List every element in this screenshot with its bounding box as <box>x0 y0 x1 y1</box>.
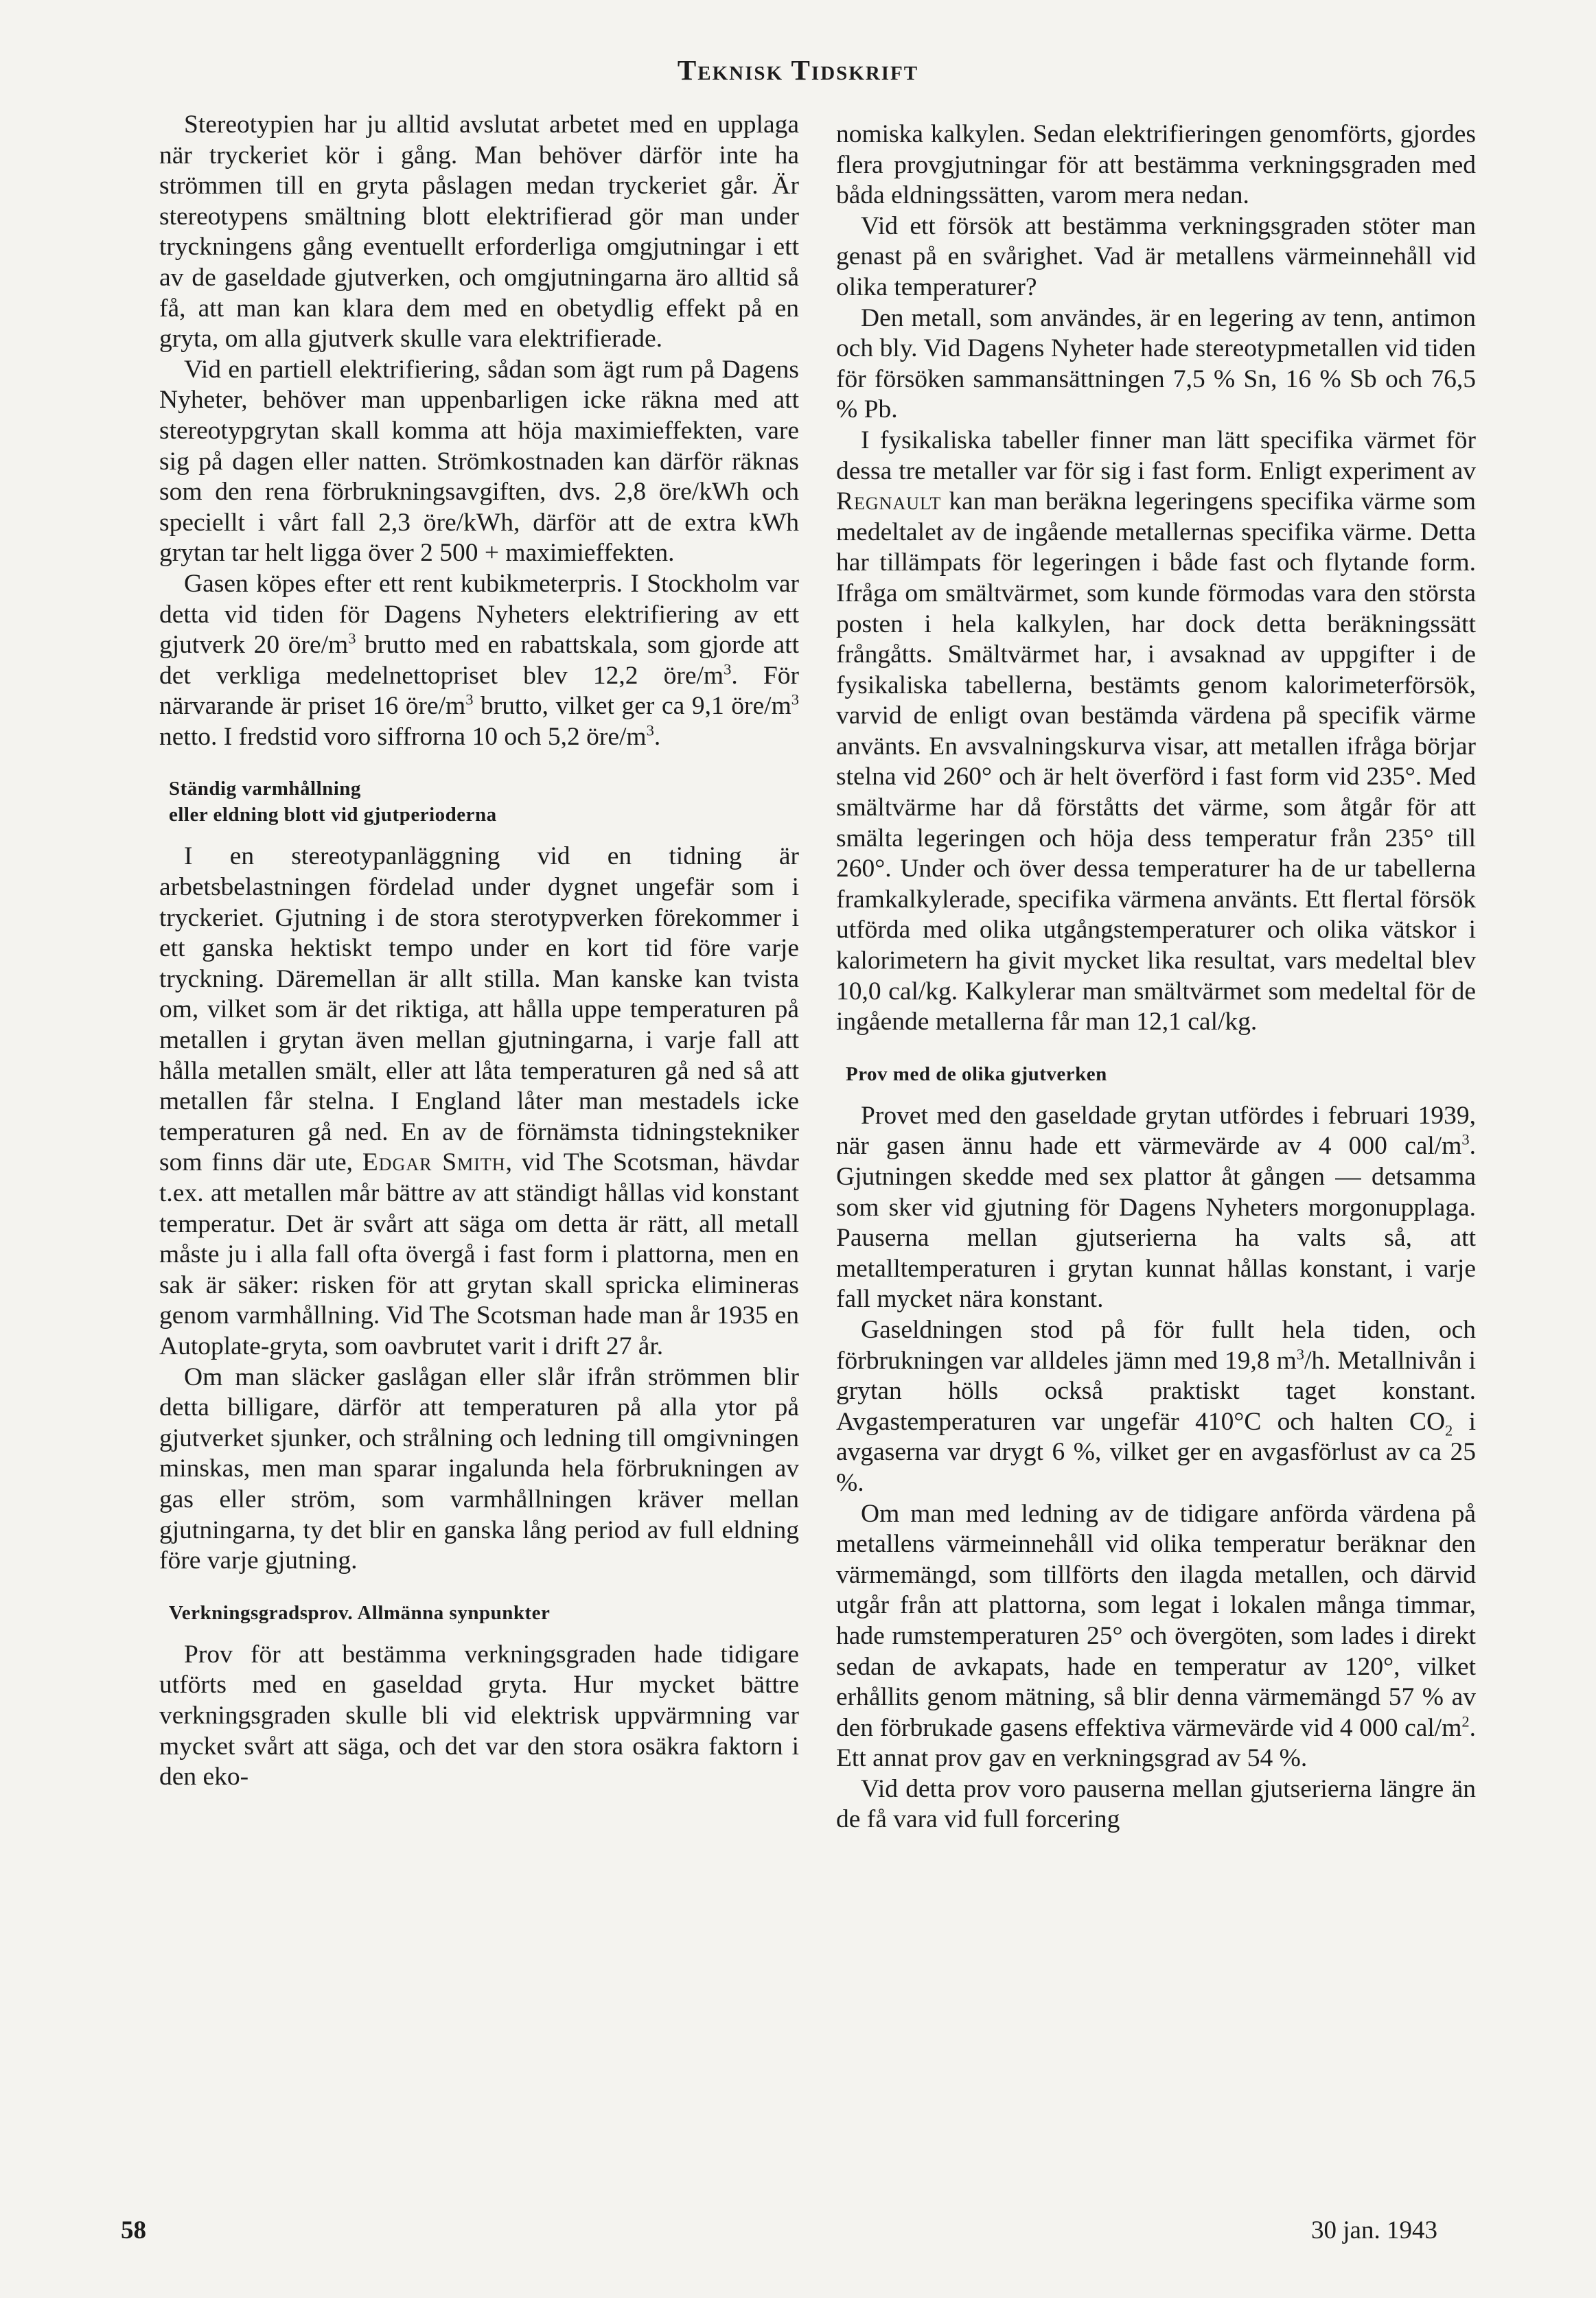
issue-date: 30 jan. 1943 <box>1311 2216 1437 2244</box>
person-name: Regnault <box>836 487 942 516</box>
right-column <box>836 119 1476 1835</box>
paragraph: nomiska kalkylen. Sedan elektrifieringen genomförts, gjordes flera provgjutningar för att bestämma verkningsgraden med båda eldningssätten, varom mera nedan. <box>836 120 1476 210</box>
paragraph: Vid ett försök att bestämma verkningsgraden stöter man genast på en svårighet. Vad är metallens värmeinnehåll vid olika temperaturer? <box>836 211 1476 301</box>
person-name: Edgar Smith <box>362 1148 506 1177</box>
paragraph: Gaseldningen stod på för fullt hela tiden, och förbrukningen var alldeles jämn med 19,8 $m^3/h$. Metallnivån i grytan hölls också praktiskt taget konstant. Avgastemperaturen var ungefär 410°C och halten $CO_2$ i avgaserna var drygt 6 %, vilket ger en avgasförlust av ca 25 %. <box>836 1315 1477 1497</box>
paragraph: Vid en partiell elektrifiering, sådan som ägt rum på Dagens Nyheter, behöver man uppenbarligen icke räkna med att stereotypgrytan skall komma att höja maximieffekten, vare sig på dagen eller natten. Strömkostnaden kan därför räknas som den rena förbrukningsavgiften, dvs. 2,8 öre/kWh och speciellt i vårt fall 2,3 öre/kWh, därför att de extra kWh grytan tar helt ligga över 2 500 + maximieffekten. <box>159 355 799 568</box>
paragraph: Den metall, som användes, är en legering av tenn, antimon och bly. Vid Dagens Nyheter hade stereotypmetallen vid tiden för försöken sammansättningen 7,5 % Sn, 16 % Sb och 76,5 % Pb. <box>836 303 1476 424</box>
paragraph: Om man med ledning av de tidigare anförda värdena på metallens värmeinnehåll vid olika temperatur beräknar den värmemängd, som tillförts den ilagda metallen, och därvid utgår från att plattorna, som legat i lokalen många timmar, hade rumstemperaturen 25° och övergöten, som lades i direkt sedan de avkapats, hade en temperatur av 120°, vilket erhållits genom mätning, så blir denna värmemängd 57 % av den förbrukade gasens effektiva värmevärde vid 4 000 cal/$m^2$. Ett annat prov gav en verkningsgrad av 54 %. <box>836 1499 1476 1773</box>
masthead-title: Teknisk Tidskrift <box>677 54 919 86</box>
page-number: 58 <box>121 2216 146 2244</box>
paragraph: I en stereotypanläggning vid en tidning är arbetsbelastningen fördelad under dygnet ungefär som i tryckeriet. Gjutning i de stora sterotypverken förekommer i ett ganska hektiskt tempo under en kort tid före varje tryckning. Däremellan är allt stilla. Man kanske kan tvista om, vilket som är det riktiga, att hålla uppe temperaturen på metallen i grytan även mellan gjutningarna, i varje fall att hålla metallen smält, eller att låta temperaturen gå ned så att metallen får stelna. I England låter man mestadels icke temperaturen gå ned. En av de förnämsta tidningstekniker som finns där ute, Edgar Smith, vid The Scotsman, hävdar t.ex. att metallen mår bättre av att ständigt hållas vid konstant temperatur. Det är svårt att säga om detta är rätt, all metall måste ju i alla fall ofta övergå i fast form i plattorna, men en sak är säker: risken för att grytan skall spricka elimineras genom varmhållning. Vid The Scotsman hade man år 1935 en Autoplate-gryta, som oavbrutet varit i drift 27 år. <box>159 842 799 1360</box>
paragraph: Prov för att bestämma verkningsgraden hade tidigare utförts med en gaseldad gryta. Hur mycket bättre verkningsgraden skulle bli vid elektrisk uppvärmning var mycket svårt att säga, och det var den stora osäkra faktorn i den eko- <box>159 1640 799 1791</box>
paragraph: Vid detta prov voro pauserna mellan gjutserierna längre än de få vara vid full forcering <box>836 1774 1476 1834</box>
paragraph: I fysikaliska tabeller finner man lätt specifika värmet för dessa tre metaller var för sig i fast form. Enligt experiment av Regnault kan man beräkna legeringens specifika värme som medeltalet av de ingående metallernas specifika värme. Detta har tillämpats för legeringen i både fast och flytande form. Ifråga om smältvärmet, som kunde förmodas vara den största posten i hela kalkylen, har dock detta beräkningssätt frångåtts. Smältvärmet har, i avsaknad av uppgifter i de fysikaliska tabellerna, bestämts genom kalorimeterförsök, varvid de enligt ovan bestämda värdena på specifik värme använts. En avsvalningskurva visar, att metallen ifråga börjar stelna vid 260° och är helt överförd i fast form vid 235°. Med smältvärme har då förståtts det värme, som åtgår för att smälta legeringen och höja dess temperatur från 235° till 260°. Under och över dessa temperaturer ha de ur tabellerna framkalkylerade, specifika värmena använts. Ett flertal försök utförda med olika utgångstemperaturer och olika vätskor i kalorimetern ha givit mycket lika resultat, vars medeltal blev 10,0 cal/kg. Kalkylerar man smältvärmet som medeltal för de ingående metallerna får man 12,1 cal/kg. <box>836 426 1476 1036</box>
section-heading: Verkningsgradsprov. Allmänna synpunkter <box>169 1601 551 1624</box>
paragraph: Gasen köpes efter ett rent kubikmeterpris. I Stockholm var detta vid tiden för Dagens Nyheters elektrifiering av ett gjutverk 20 öre/$m^3$ brutto med en rabattskala, som gjorde att det verkliga medelnettopriset blev 12,2 öre/$m^3$. För närvarande är priset 16 öre/$m^3$ brutto, vilket ger ca 9,1 öre/$m^3$ netto. I fredstid voro siffrorna 10 och 5,2 öre/$m^3$. <box>159 569 799 751</box>
paragraph: Provet med den gaseldade grytan utfördes i februari 1939, när gasen ännu hade ett värmevärde av 4 000 cal/$m^3$. Gjutningen skedde med sex plattor åt gången — detsamma som sker vid gjutning för Dagens Nyheters morgonupplaga. Pauserna mellan gjutserierna ha valts så, att metalltemperaturen i grytan kunnat hållas konstant, i varje fall mycket nära konstant. <box>836 1101 1476 1314</box>
section-heading: Ständig varmhållning eller eldning blott vid gjutperioderna <box>169 778 497 826</box>
section-heading: Prov med de olika gjutverken <box>846 1063 1107 1085</box>
paragraph: Stereotypien har ju alltid avslutat arbetet med en upplaga när tryckeriet kör i gång. Man behöver därför inte ha strömmen till en gryta påslagen medan tryckeriet går. Är stereotypens smältning blott elektrifierad gör man under tryckningens gång eventuellt erforderliga omgjutningar i ett av de gaseldade gjutverken, och omgjutningarna äro alltid så få, att man kan klara dem med en obetydlig effekt på en gryta, om alla gjutverk skulle vara elektrifierade. <box>159 111 799 353</box>
left-column <box>159 110 799 1793</box>
paragraph: Om man släcker gaslågan eller slår ifrån strömmen blir detta billigare, därför att temperaturen på alla ytor på gjutverket sjunker, och strålning och ledning till omgivningen minskas, men man sparar ingalunda hela förbrukningen av gas eller ström, som varmhållningen kräver mellan gjutningarna, ty det blir en ganska lång period av full eldning före varje gjutning. <box>159 1362 799 1575</box>
